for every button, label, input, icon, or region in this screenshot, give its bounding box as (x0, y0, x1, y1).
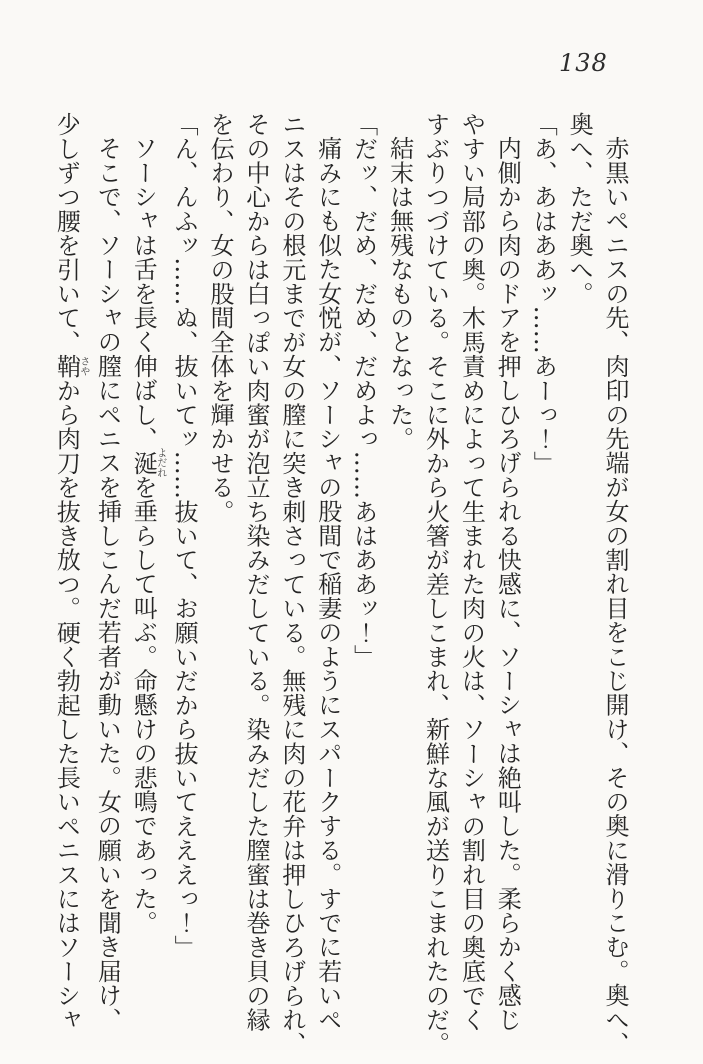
ruby-text: よだれ (154, 447, 166, 478)
text-line-content: 「あ、あはああッ……あーっ！」 (529, 112, 558, 475)
text-line-content: 奥へ、ただ奥へ。 (565, 112, 594, 306)
text-line-post: を垂らして叫ぶ。命懸けの悲鳴であった。 (129, 474, 158, 935)
text-line-content: すぶりつづけている。そこに外から火箸が差しこまれ、新鮮な風が送りこまれたのだ。 (421, 112, 450, 1056)
text-line (201, 112, 237, 1064)
text-line (273, 112, 309, 1064)
ruby-base: 涎 (129, 447, 158, 478)
ruby-annotation (129, 447, 166, 478)
text-line-content: その中心からは白っぽい肉蜜が泡立ち染みだしている。染みだした膣蜜は巻き貝の縁 (241, 112, 270, 1032)
text-line-content: 結末は無残なものとなった。 (385, 136, 414, 451)
text-line-pre: ソーシャは舌を長く伸ばし、 (129, 136, 158, 451)
text-line (381, 112, 417, 1064)
text-line-content: 内側から肉のドアを押しひろげられる快感に、ソーシャは絶叫した。柔らかく感じ (493, 136, 522, 1032)
text-line-dialogue (345, 112, 381, 1064)
text-block (50, 112, 632, 1064)
text-line-content: 痛みにも似た女悦が、ソーシャの股間で稲妻のようにスパークする。すでに若いペ (313, 136, 342, 1032)
text-line-content: を伝わり、女の股間全体を輝かせる。 (206, 112, 235, 524)
text-line-content: 「だッ、だめ、だめ、だめよっ……あはああッ！」 (349, 112, 378, 669)
page-number: 138 (559, 49, 608, 77)
text-line-content: そこで、ソーシャの膣にペニスを挿しこんだ若者が動いた。女の願いを聞き届け、 (93, 136, 122, 1032)
text-line (560, 112, 596, 1064)
text-line (309, 112, 345, 1064)
text-line (48, 112, 89, 1064)
text-line (417, 112, 453, 1064)
text-line-content: 「ん、んふッ……ぬ、抜いてッ……抜いて、お願いだから抜いてえええっ！」 (170, 112, 199, 959)
text-line-content: ニスはその根元までが女の膣に突き刺さっている。無残に肉の花弁は押しひろげられ、 (277, 112, 306, 1056)
ruby-annotation (52, 354, 89, 379)
text-line-pre: 少しずつ腰を引いて、 (52, 112, 81, 354)
text-line-dialogue (165, 112, 201, 1064)
text-line-post: から肉刀を抜き放つ。硬く勃起した長いペニスにはソーシャ (52, 378, 81, 1032)
text-line (452, 112, 488, 1064)
text-line-content: やすい局部の奥。木馬責めによって生まれた肉の火は、ソーシャの割れ目の奥底でく (457, 112, 486, 1032)
text-line (596, 112, 632, 1064)
text-line (88, 112, 124, 1064)
text-line-dialogue (524, 112, 560, 1064)
ruby-text: さや (77, 354, 89, 379)
text-line (488, 112, 524, 1064)
ruby-base: 鞘 (52, 354, 81, 379)
text-line (124, 112, 165, 1064)
text-line-content: 赤黒いペニスの先、肉印の先端が女の割れ目をこじ開け、その奥に滑りこむ。奥へ、 (601, 136, 629, 1056)
text-line (237, 112, 273, 1064)
